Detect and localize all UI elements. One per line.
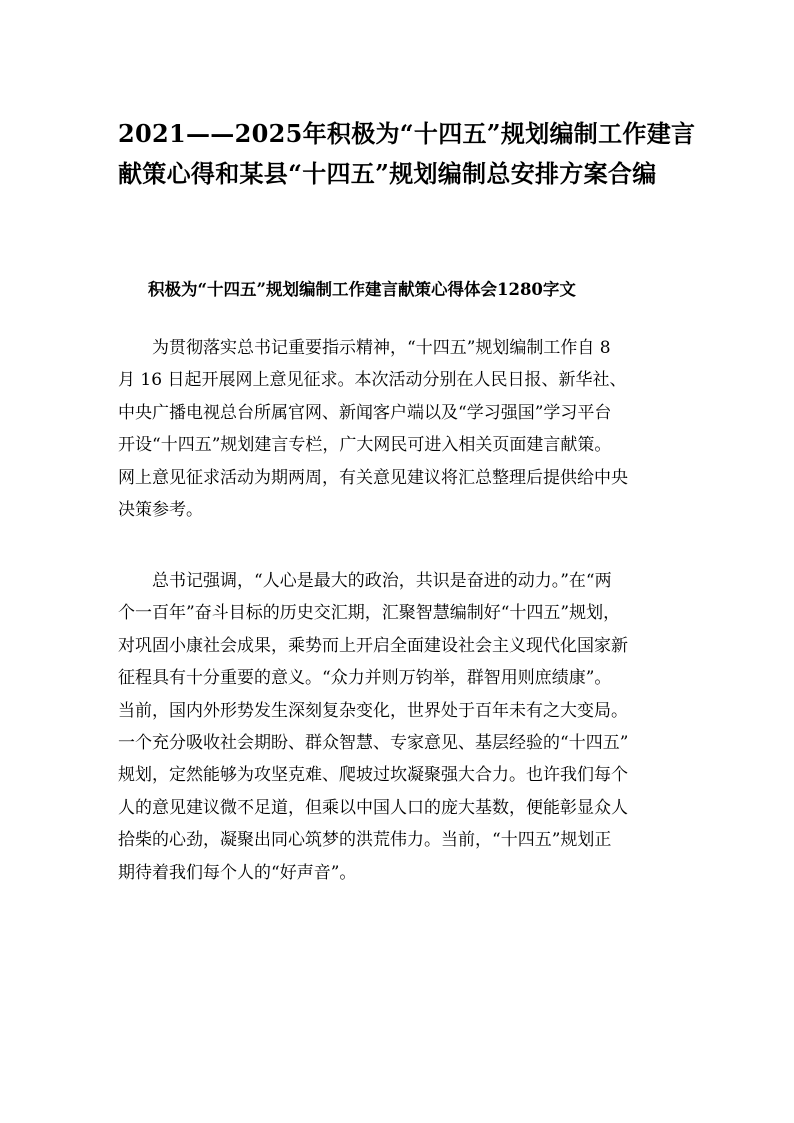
paragraph-line: 规划，定然能够为攻坚克难、爬坡过坎凝聚强大合力。也许我们每个 — [118, 765, 628, 786]
paragraph-line: 拾柴的心劲，凝聚出同心筑梦的洪荒伟力。当前，“十四五”规划正 — [118, 830, 612, 851]
paragraph-line: 对巩固小康社会成果，乘势而上开启全面建设社会主义现代化国家新 — [118, 635, 628, 656]
paragraph-line: 中央广播电视总台所属官网、新闻客户端以及“学习强国”学习平台 — [118, 402, 612, 423]
paragraph-line: 一个充分吸收社会期盼、群众智慧、专家意见、基层经验的“十四五” — [118, 733, 629, 754]
paragraph-line: 征程具有十分重要的意义。“众力并则万钧举，群智用则庶绩康”。 — [118, 668, 612, 689]
document-title — [118, 114, 708, 194]
title-line: 2021——2025年积极为“十四五”规划编制工作建言 — [118, 119, 696, 148]
paragraph-line: 决策参考。 — [118, 500, 203, 521]
paragraph-line: 当前，国内外形势发生深刻复杂变化，世界处于百年未有之大变局。 — [118, 700, 628, 721]
paragraph-1 — [118, 332, 698, 526]
paragraph-2 — [118, 565, 698, 889]
paragraph-line: 总书记强调，“人心是最大的政治，共识是奋进的动力。”在“两 — [118, 571, 612, 591]
paragraph-line: 网上意见征求活动为期两周，有关意见建议将汇总整理后提供给中央 — [118, 467, 628, 488]
paragraph-line: 开设“十四五”规划建言专栏，广大网民可进入相关页面建言献策。 — [118, 435, 612, 456]
section-subtitle: 积极为“十四五”规划编制工作建言献策心得体会1280字文 — [148, 280, 576, 299]
paragraph-line: 月 16 日起开展网上意见征求。本次活动分别在人民日报、新华社、 — [118, 370, 627, 391]
paragraph-line: 为贯彻落实总书记重要指示精神，“十四五”规划编制工作自 8 — [118, 338, 611, 358]
title-line: 献策心得和某县“十四五”规划编制总安排方案合编 — [118, 159, 657, 188]
paragraph-line: 人的意见建议微不足道，但乘以中国人口的庞大基数，便能彰显众人 — [118, 797, 628, 818]
paragraph-line: 个一百年”奋斗目标的历史交汇期，汇聚智慧编制好“十四五”规划， — [118, 603, 621, 624]
paragraph-line: 期待着我们每个人的“好声音”。 — [118, 862, 357, 883]
